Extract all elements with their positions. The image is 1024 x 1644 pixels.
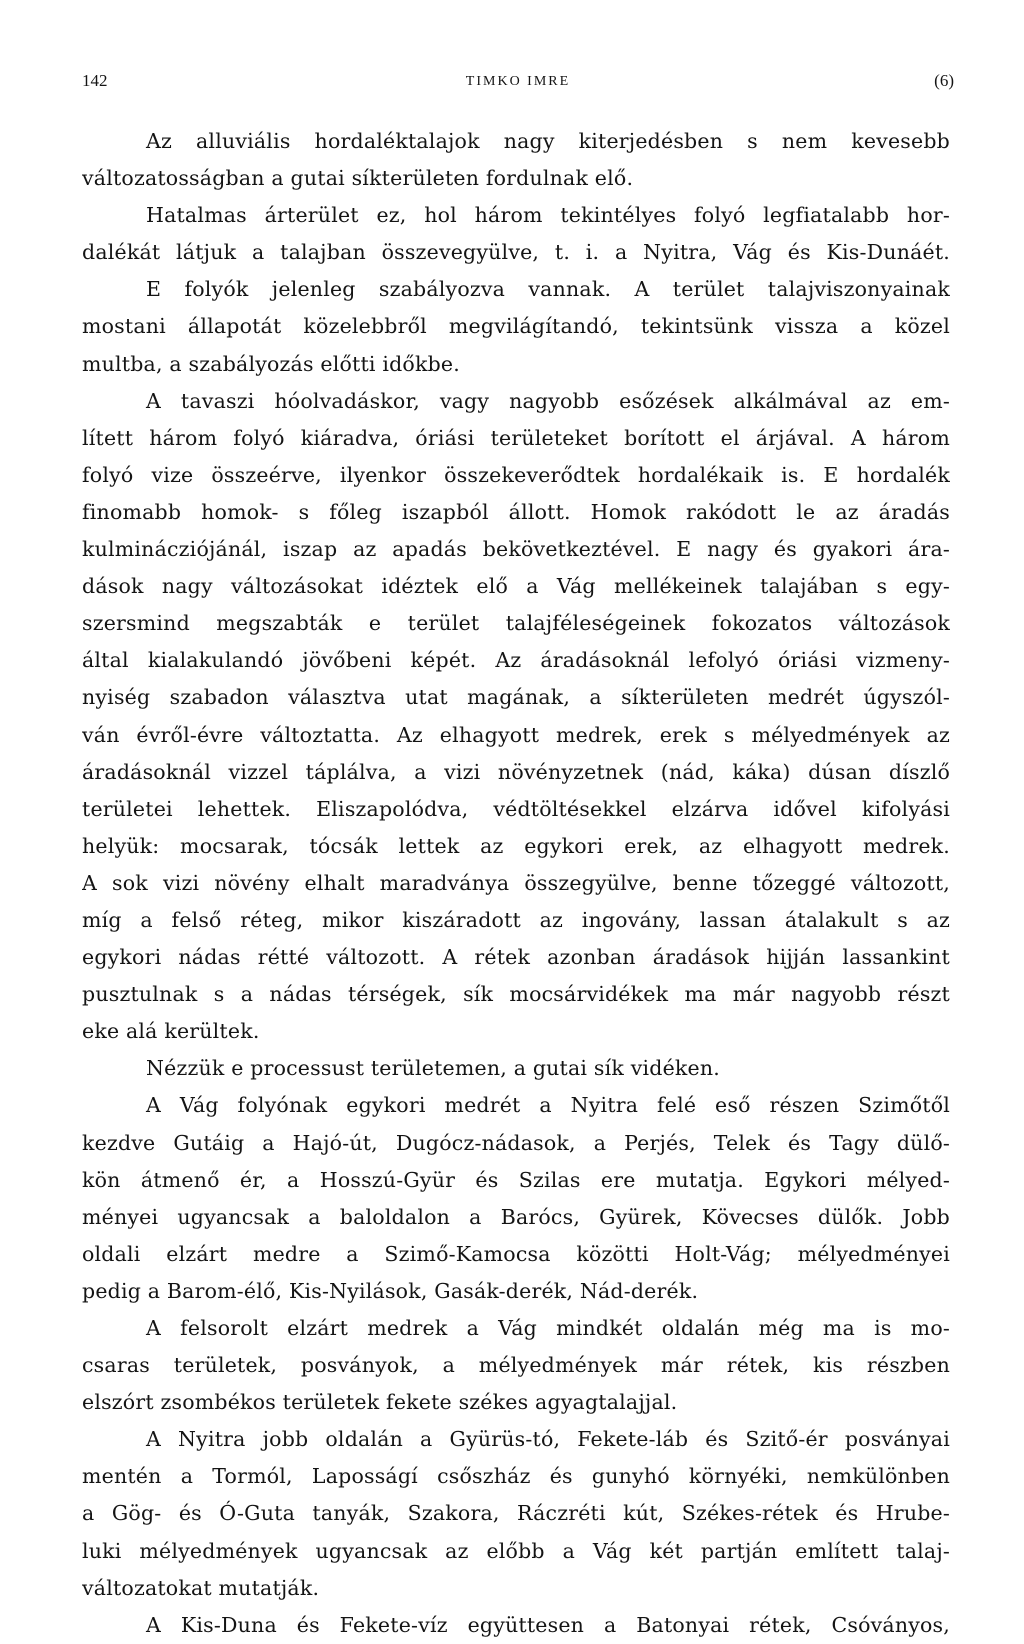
text-line: által kialakulandó jövőbeni képét. Az áradásoknál lefolyó óriási vizmeny- <box>82 648 950 673</box>
text-line: csaras területek, posványok, a mélyedmények már rétek, kis részben <box>82 1353 950 1378</box>
text-line: folyó vize összeérve, ilyenkor összekeverődtek hordalékaik is. E hordalék <box>82 462 950 487</box>
text-line: a Gög- és Ó-Guta tanyák, Szakora, Ráczréti kút, Székes-rétek és Hrube- <box>82 1501 950 1526</box>
text-line: pusztulnak s a nádas térségek, sík mocsárvidékek ma már nagyobb részt <box>82 982 950 1007</box>
text-line: E folyók jelenleg szabályozva vannak. A terület talajviszonyainak <box>146 277 950 302</box>
text-line: Nézzük e processust területemen, a gutai sík vidéken. <box>146 1056 720 1081</box>
body-text <box>82 123 950 1644</box>
text-line: Hatalmas árterület ez, hol három tekintélyes folyó legfiatalabb hor- <box>146 203 950 228</box>
text-line: nyiség szabadon választva utat magának, a síkterületen medrét úgyszól- <box>82 685 950 710</box>
text-line: ván évről-évre változtatta. Az elhagyott medrek, erek s mélyedmények az <box>82 722 950 747</box>
text-line: A Nyitra jobb oldalán a Gyürüs-tó, Fekete-láb és Szitő-ér posványai <box>146 1427 950 1452</box>
running-head <box>82 70 954 92</box>
text-line: mentén a Tormól, Laposságí csőszház és gunyhó környéki, nemkülönben <box>82 1464 950 1489</box>
text-line: dalékát látjuk a talajban összevegyülve, t. i. a Nyitra, Vág és Kis-Dunáét. <box>82 240 950 265</box>
text-line: eke alá kerültek. <box>82 1019 260 1044</box>
text-line: multba, a szabályozás előtti időkbe. <box>82 351 460 376</box>
section-mark: (6) <box>934 71 954 90</box>
text-line: dások nagy változásokat idéztek elő a Vág mellékeinek talajában s egy- <box>82 574 950 599</box>
text-line: A tavaszi hóolvadáskor, vagy nagyobb esőzések alkálmával az em- <box>146 388 950 413</box>
text-line: kön átmenő ér, a Hosszú-Gyür és Szilas ere mutatja. Egykori mélyed- <box>82 1167 950 1192</box>
text-line: míg a felső réteg, mikor kiszáradott az ingovány, lassan átalakult s az <box>82 907 950 932</box>
text-line: Az alluviális hordaléktalajok nagy kiterjedésben s nem kevesebb <box>146 129 950 153</box>
text-line: helyük: mocsarak, tócsák lettek az egykori erek, az elhagyott medrek. <box>82 833 950 858</box>
text-line: kezdve Gutáig a Hajó-út, Dugócz-nádasok, a Perjés, Telek és Tagy dülő- <box>82 1130 950 1155</box>
text-line: mostani állapotát közelebbről megvilágítandó, tekintsünk vissza a közel <box>82 314 950 339</box>
running-title: TIMKO IMRE <box>465 74 571 89</box>
text-line: kulminácziójánál, iszap az apadás bekövetkeztével. E nagy és gyakori ára- <box>82 537 950 562</box>
text-line: pedig a Barom-élő, Kis-Nyilások, Gasák-derék, Nád-derék. <box>82 1278 699 1303</box>
text-line: szersmind megszabták e terület talajféleségeinek fokozatos változások <box>82 611 950 636</box>
text-line: változatosságban a gutai síkterületen fordulnak elő. <box>82 166 634 191</box>
text-line: változatokat mutatják. <box>82 1575 320 1600</box>
text-line: ményei ugyancsak a baloldalon a Barócs, Gyürek, Kövecses dülők. Jobb <box>82 1204 950 1229</box>
page-number: 142 <box>82 71 108 90</box>
text-line: területei lehettek. Eliszapolódva, védtöltésekkel elzárva idővel kifolyási <box>82 796 950 821</box>
text-line: luki mélyedmények ugyancsak az előbb a Vág két partján említett talaj- <box>82 1538 950 1563</box>
text-line: A sok vizi növény elhalt maradványa összegyülve, benne tőzeggé változott, <box>82 870 950 895</box>
text-line: egykori nádas rétté változott. A rétek azonban áradások hijján lassankint <box>82 945 950 970</box>
text-line: A Vág folyónak egykori medrét a Nyitra felé eső részen Szimőtől <box>146 1093 950 1118</box>
text-line: lített három folyó kiáradva, óriási területeket borított el árjával. A három <box>82 425 950 450</box>
text-line: oldali elzárt medre a Szimő-Kamocsa közötti Holt-Vág; mélyedményei <box>82 1241 950 1266</box>
text-line: finomabb homok- s főleg iszapból állott. Homok rakódott le az áradás <box>82 499 950 524</box>
text-line: elszórt zsombékos területek fekete székes agyagtalajjal. <box>82 1390 678 1415</box>
text-line: áradásoknál vizzel táplálva, a vizi növényzetnek (nád, káka) dúsan díszlő <box>82 759 950 784</box>
text-line: A Kis-Duna és Fekete-víz együttesen a Batonyai rétek, Csóványos, <box>146 1612 950 1637</box>
text-line: A felsorolt elzárt medrek a Vág mindkét oldalán még ma is mo- <box>146 1316 950 1340</box>
